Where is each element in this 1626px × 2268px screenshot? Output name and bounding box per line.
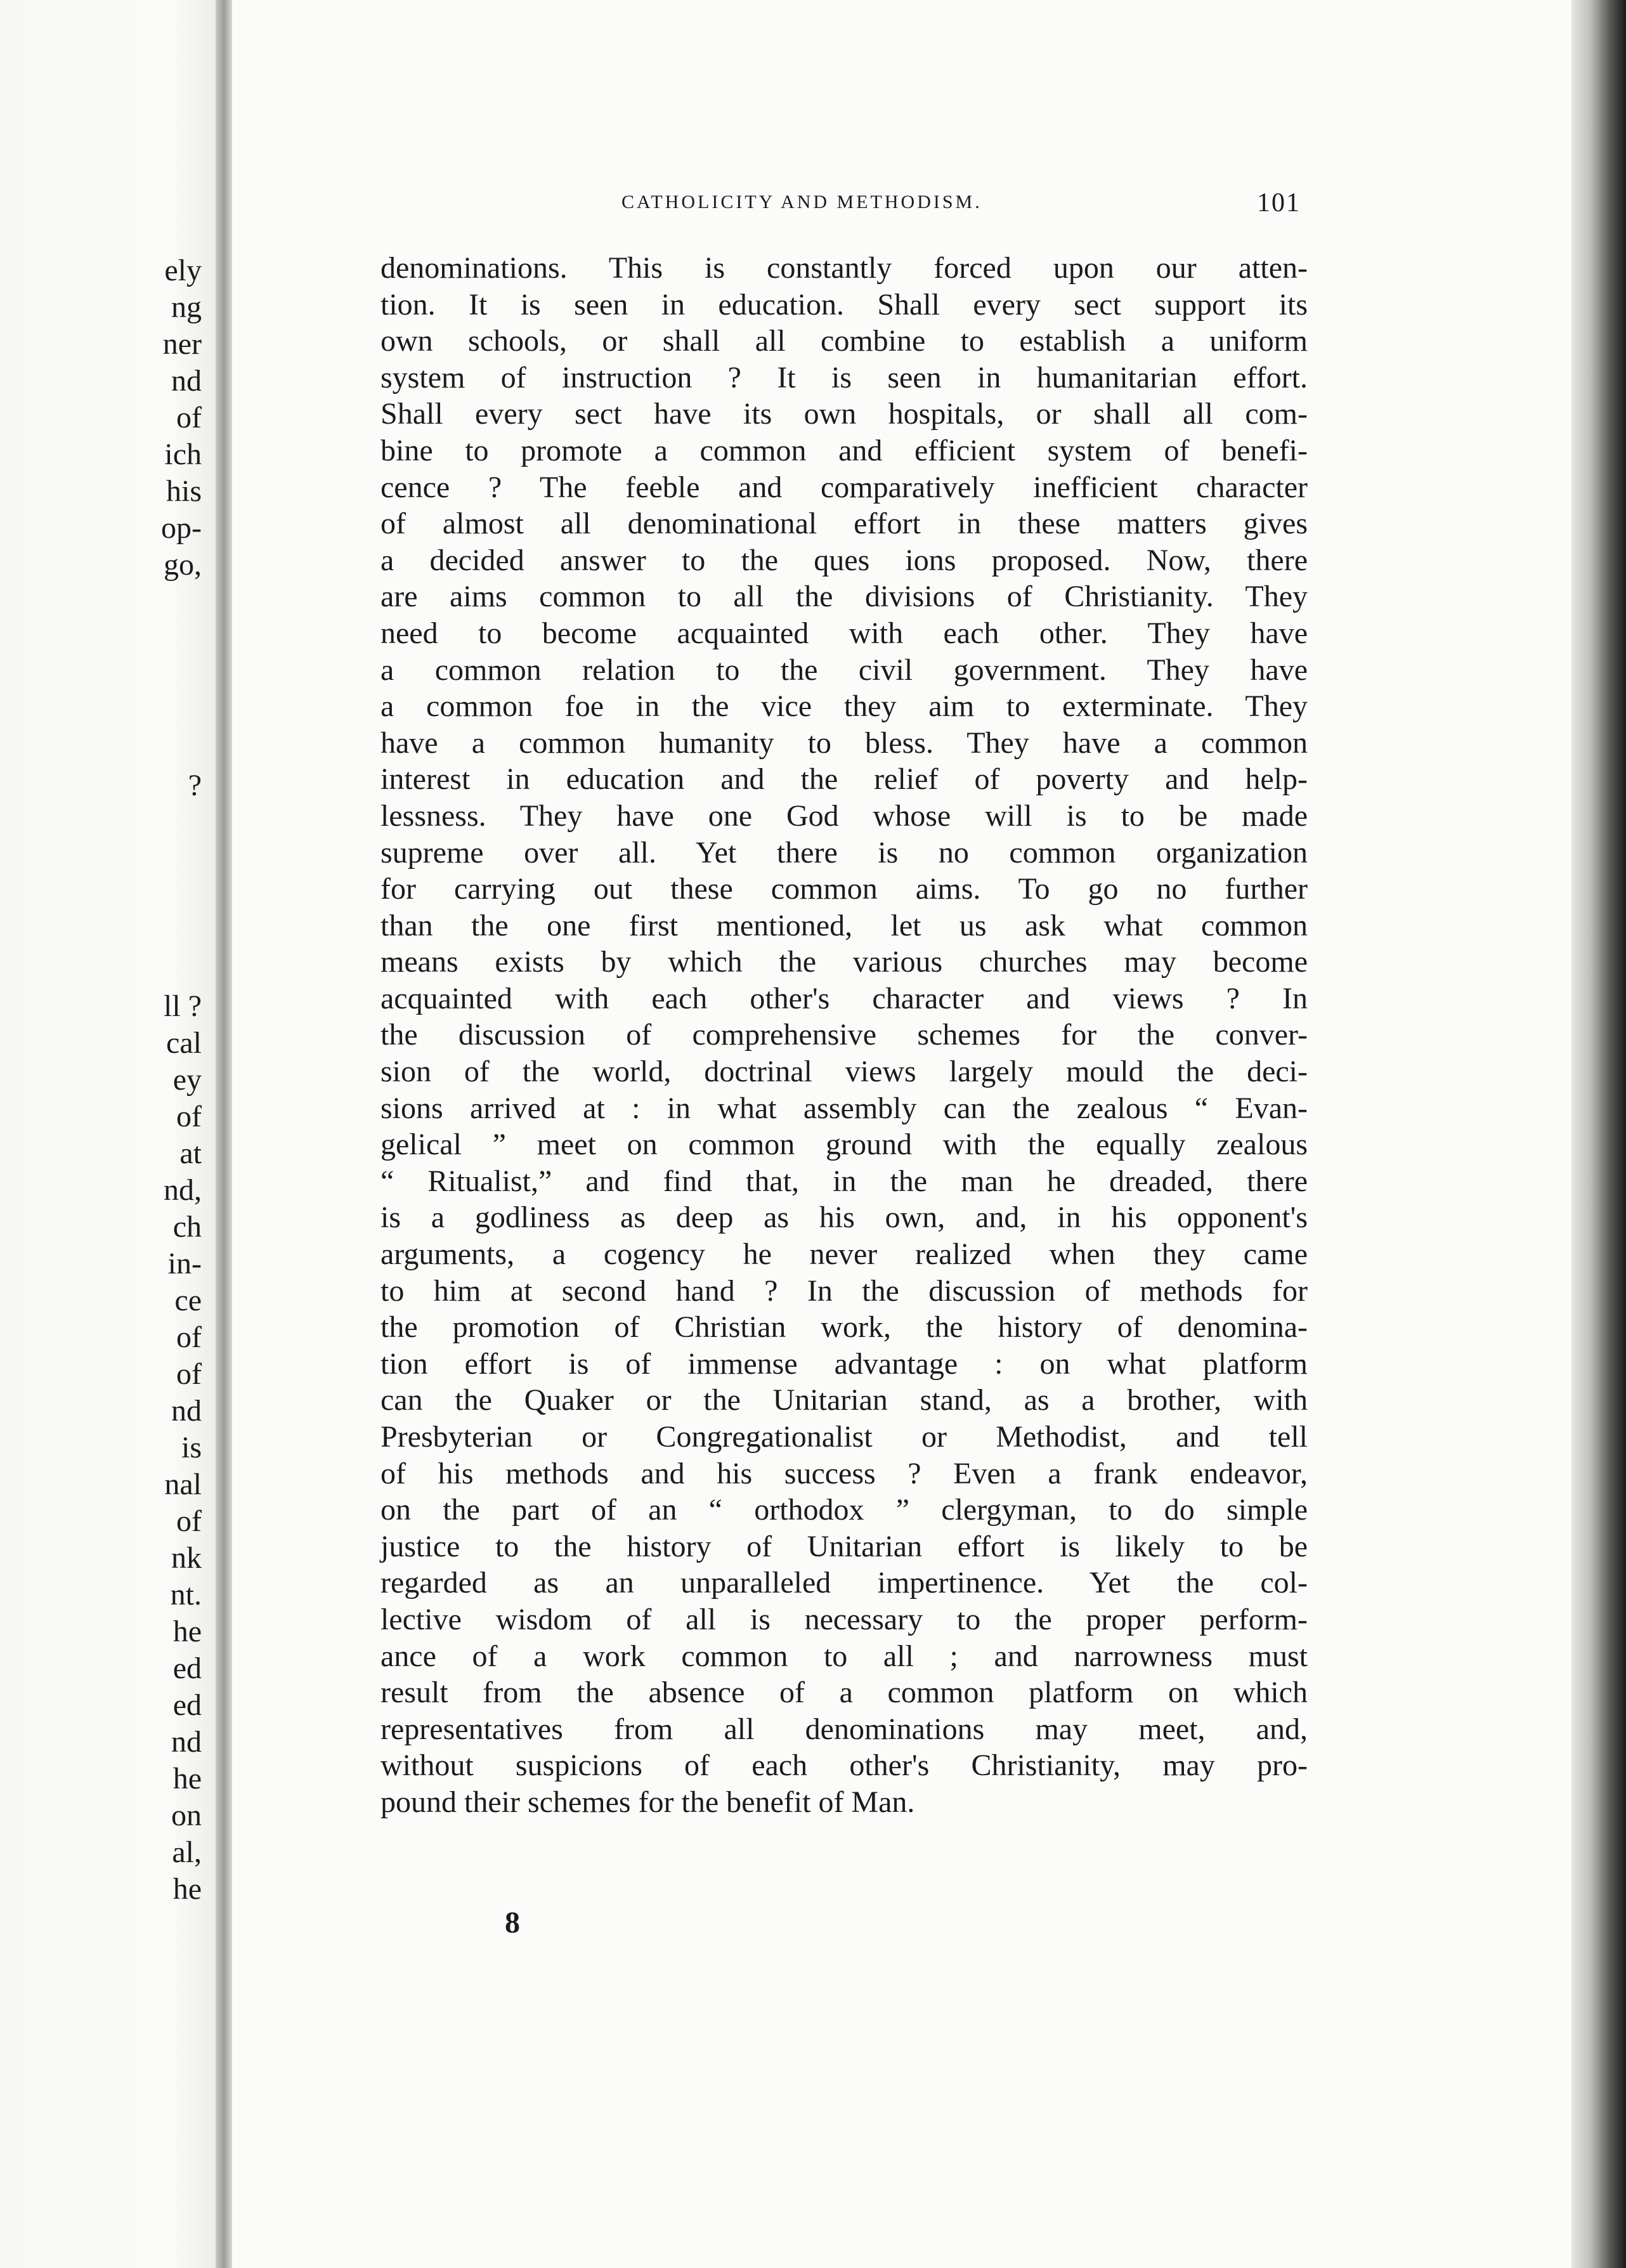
left-text-fragment: of — [176, 1320, 202, 1354]
left-text-fragment — [0, 804, 202, 841]
left-text-fragment: cal — [166, 1026, 202, 1060]
text-line: cence ? The feeble and comparatively inefficient character — [380, 470, 1308, 504]
left-text-fragment: nd — [171, 1725, 202, 1759]
left-text-fragment: nal — [164, 1468, 202, 1501]
text-line: representatives from all denominations may meet, and, — [380, 1712, 1308, 1746]
left-text-fragment: his — [166, 474, 202, 508]
text-line: to him at second hand ? In the discussion of methods for — [380, 1274, 1308, 1308]
left-text-fragment: ce — [174, 1284, 202, 1317]
left-text-fragment: ll ? — [164, 989, 202, 1023]
left-text-fragment: ? — [188, 769, 202, 802]
left-text-fragment: ed — [172, 1652, 202, 1685]
text-line: tion effort is of immense advantage : on what platform — [380, 1346, 1308, 1381]
left-text-fragment — [0, 878, 202, 915]
text-line: the discussion of comprehensive schemes for the conver- — [380, 1018, 1308, 1052]
left-text-fragment: ed — [172, 1688, 202, 1722]
text-line: gelical ” meet on common ground with the equally zealous — [380, 1128, 1308, 1162]
text-line: bine to promote a common and efficient system of benefi- — [380, 433, 1308, 467]
left-text-fragment: al, — [172, 1835, 202, 1869]
page-number: 101 — [1257, 188, 1301, 218]
left-text-fragment: of — [176, 401, 202, 434]
body-text — [380, 250, 1308, 1821]
left-text-fragment: nk — [171, 1541, 202, 1575]
text-line: a decided answer to the ques ions proposed. Now, there — [380, 543, 1308, 577]
text-line: ance of a work common to all ; and narrowness must — [380, 1639, 1308, 1673]
left-text-fragment: of — [176, 1504, 202, 1538]
text-line: sions arrived at : in what assembly can the zealous “ Evan- — [380, 1091, 1308, 1125]
left-text-fragment: on — [171, 1799, 202, 1832]
left-text-fragment — [0, 583, 202, 620]
left-page — [0, 0, 216, 2268]
text-line: justice to the history of Unitarian effort is likely to be — [380, 1529, 1308, 1563]
text-line: is a godliness as deep as his own, and, in his opponent's — [380, 1201, 1308, 1235]
text-line: lessness. They have one God whose will is to be made — [380, 798, 1308, 833]
left-text-fragment: is — [181, 1431, 202, 1464]
text-line: than the one first mentioned, let us ask what common — [380, 908, 1308, 942]
left-text-fragment: he — [172, 1615, 202, 1648]
left-text-fragment — [0, 731, 202, 767]
left-text-fragment: he — [172, 1872, 202, 1906]
text-line: have a common humanity to bless. They have a common — [380, 726, 1308, 760]
left-text-fragment — [0, 915, 202, 951]
left-text-fragment — [0, 951, 202, 988]
left-text-fragment — [0, 841, 202, 878]
left-text-fragment: nd — [171, 364, 202, 398]
text-line: of his methods and his success ? Even a frank endeavor, — [380, 1456, 1308, 1490]
left-text-fragment: nd, — [164, 1173, 202, 1207]
text-line: lective wisdom of all is necessary to the proper perform- — [380, 1602, 1308, 1636]
text-line: without suspicions of each other's Christianity, may pro- — [380, 1749, 1308, 1783]
text-line: “ Ritualist,” and find that, in the man he dreaded, there — [380, 1164, 1308, 1198]
text-line: means exists by which the various churches may become — [380, 945, 1308, 979]
text-line: interest in education and the relief of poverty and help- — [380, 762, 1308, 797]
text-line: sion of the world, doctrinal views largely mould the deci- — [380, 1055, 1308, 1089]
text-line: supreme over all. Yet there is no common organization — [380, 835, 1308, 870]
text-line: tion. It is seen in education. Shall every sect support its — [380, 287, 1308, 322]
left-page-text-fragments — [0, 252, 202, 1908]
left-text-fragment: at — [179, 1137, 202, 1170]
left-text-fragment: of — [176, 1357, 202, 1391]
text-line: denominations. This is constantly forced upon our atten- — [380, 251, 1308, 285]
text-line: result from the absence of a common platform on which — [380, 1676, 1308, 1710]
text-line: for carrying out these common aims. To go no further — [380, 872, 1308, 906]
left-text-fragment: nd — [171, 1394, 202, 1428]
text-line: can the Quaker or the Unitarian stand, as a brother, with — [380, 1383, 1308, 1418]
left-text-fragment: in- — [167, 1247, 202, 1281]
left-text-fragment: ng — [171, 290, 202, 324]
left-text-fragment: ch — [172, 1210, 202, 1244]
text-line: are aims common to all the divisions of Christianity. They — [380, 580, 1308, 614]
text-line: a common foe in the vice they aim to exterminate. They — [380, 689, 1308, 724]
left-text-fragment: he — [172, 1762, 202, 1796]
left-text-fragment: op- — [161, 511, 202, 545]
text-line: of almost all denominational effort in these matters gives — [380, 507, 1308, 541]
signature-mark: 8 — [505, 1906, 520, 1939]
left-text-fragment — [0, 694, 202, 731]
text-line: arguments, a cogency he never realized when they came — [380, 1237, 1308, 1272]
left-text-fragment: of — [176, 1100, 202, 1133]
text-line: the promotion of Christian work, the history of denomina- — [380, 1310, 1308, 1345]
left-text-fragment: ner — [162, 327, 202, 361]
text-line: Shall every sect have its own hospitals, or shall all com- — [380, 397, 1308, 431]
text-line: a common relation to the civil government. They have — [380, 653, 1308, 687]
left-text-fragment: go, — [164, 548, 202, 582]
text-line: on the part of an “ orthodox ” clergyman, to do simple — [380, 1493, 1308, 1527]
text-line: pound their schemes for the benefit of Man. — [380, 1785, 915, 1819]
text-line: need to become acquainted with each other. They have — [380, 616, 1308, 650]
left-text-fragment: ey — [172, 1063, 202, 1097]
text-line: own schools, or shall all combine to establish a uniform — [380, 324, 1308, 358]
page-edge-shadow — [1571, 0, 1626, 2268]
text-line: system of instruction ? It is seen in humanitarian effort. — [380, 360, 1308, 394]
left-text-fragment — [0, 620, 202, 657]
running-head: CATHOLICITY AND METHODISM. — [621, 192, 982, 212]
text-line: Presbyterian or Congregationalist or Methodist, and tell — [380, 1420, 1308, 1454]
left-text-fragment: ely — [164, 254, 202, 287]
text-line: acquainted with each other's character and views ? In — [380, 981, 1308, 1015]
left-text-fragment: ich — [164, 438, 202, 471]
left-text-fragment: nt. — [170, 1578, 202, 1612]
left-text-fragment — [0, 657, 202, 694]
book-gutter — [216, 0, 232, 2268]
text-line: regarded as an unparalleled impertinence. Yet the col- — [380, 1566, 1308, 1600]
